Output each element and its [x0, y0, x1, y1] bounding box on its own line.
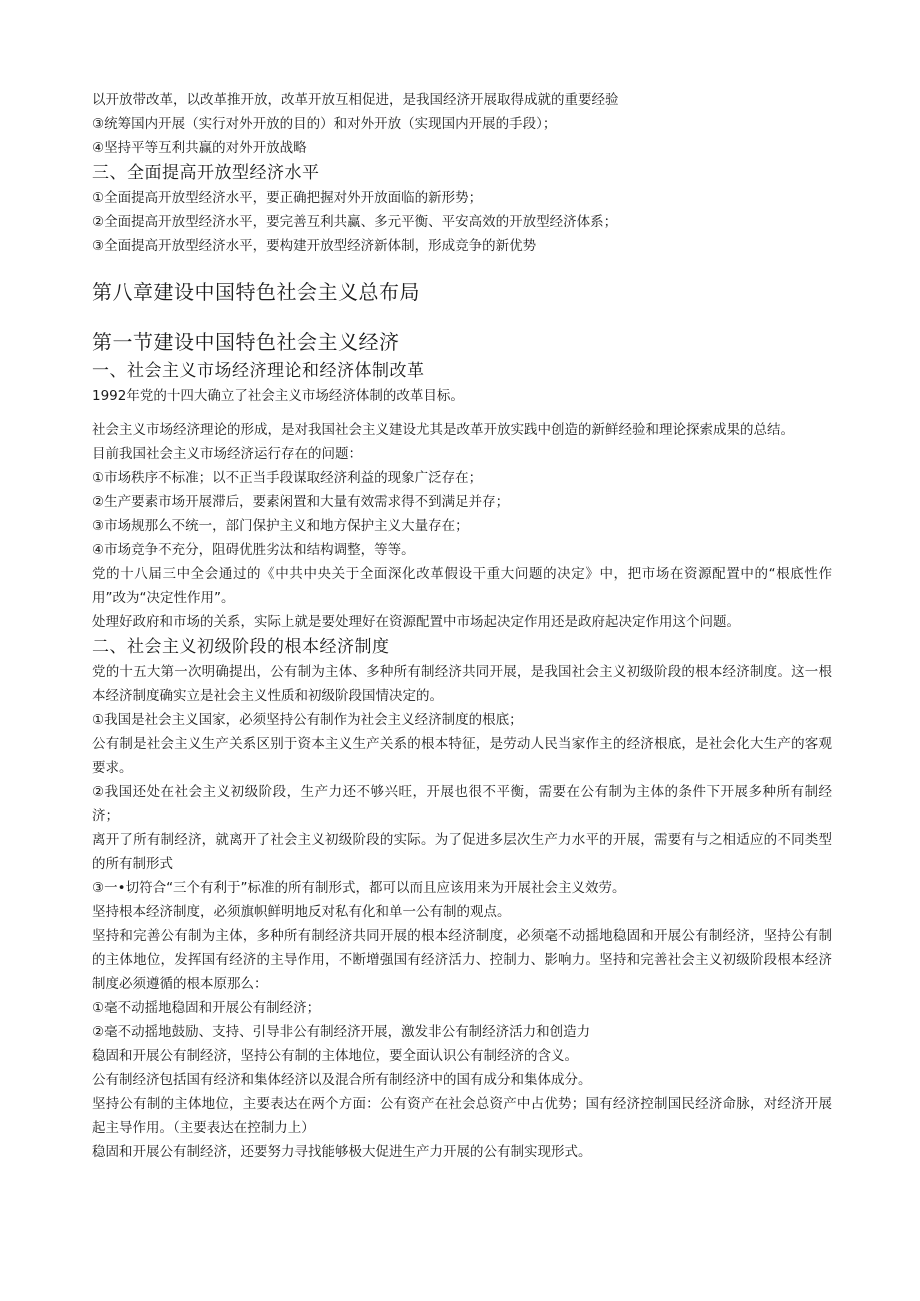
paragraph: 公有制是社会主义生产关系区别于资本主义生产关系的根本特征，是劳动人民当家作主的经济根底，是社会化大生产的客观要求。: [92, 736, 832, 776]
paragraph: 社会主义市场经济理论的形成，是对我国社会主义建设尤其是改革开放实践中创造的新鲜经验和理论探索成果的总结。: [92, 422, 794, 438]
paragraph: ③一•切符合“三个有利于”标准的所有制形式，都可以而且应该用来为开展社会主义效劳。: [92, 880, 626, 896]
paragraph: 处理好政府和市场的关系，实际上就是要处理好在资源配置中市场起决定作用还是政府起决定作用这个问题。: [92, 614, 740, 630]
text-line: ③统筹国内开展（实行对外开放的目的）和对外开放（实现国内开展的手段）；: [92, 116, 557, 132]
paragraph: ②毫不动摇地鼓励、支持、引导非公有制经济开展，激发非公有制经济活力和创造力: [92, 1024, 591, 1040]
chapter-title: 第八章建设中国特色社会主义总布局: [92, 280, 420, 304]
text-line: ①全面提高开放型经济水平，要正确把握对外开放面临的新形势；: [92, 190, 483, 206]
heading-basic-system: 二、社会主义初级阶段的根本经济制度: [92, 637, 390, 657]
section-title: 第一节建设中国特色社会主义经济: [92, 330, 400, 354]
paragraph: ②我国还处在社会主义初级阶段，生产力还不够兴旺，开展也很不平衡，需要在公有制为主体的条件下开展多种所有制经济；: [92, 784, 832, 824]
paragraph: 坚持根本经济制度，必须旗帜鲜明地反对私有化和单一公有制的观点。: [92, 904, 511, 920]
paragraph: ③市场规那么不统一，部门保护主义和地方保护主义大量存在；: [92, 518, 469, 534]
paragraph: 公有制经济包括国有经济和集体经济以及混合所有制经济中的国有成分和集体成分。: [92, 1072, 592, 1088]
paragraph: 坚持和完善公有制为主体，多种所有制经济共同开展的根本经济制度，必须毫不动摇地稳固和开展公有制经济，坚持公有制的主体地位，发挥国有经济的主导作用，不断增强国有经济活力、控制力、影响力。坚持和完善社会主义初级阶段根本经济制度必须遵循的根本原那么：: [92, 928, 832, 992]
paragraph: ①我国是社会主义国家，必须坚持公有制作为社会主义经济制度的根底；: [92, 712, 523, 728]
paragraph: 离开了所有制经济，就离开了社会主义初级阶段的实际。为了促进多层次生产力水平的开展，需要有与之相适应的不同类型的所有制形式: [92, 832, 832, 872]
text-line: ③全面提高开放型经济水平，要构建开放型经济新体制，形成竞争的新优势: [92, 238, 537, 254]
paragraph: 目前我国社会主义市场经济运行存在的问题：: [92, 446, 362, 462]
paragraph: ②生产要素市场开展滞后，要素闲置和大量有效需求得不到满足并存；: [92, 494, 510, 510]
paragraph: ①市场秩序不标准；以不正当手段谋取经济利益的现象广泛存在；: [92, 470, 483, 486]
paragraph: ④市场竞争不充分，阻碍优胜劣汰和结构调整，等等。: [92, 542, 415, 558]
paragraph: 1992年党的十四大确立了社会主义市场经济体制的改革目标。: [92, 388, 464, 404]
paragraph: 稳固和开展公有制经济，还要努力寻找能够极大促进生产力开展的公有制实现形式。: [92, 1144, 592, 1160]
paragraph: 稳固和开展公有制经济，坚持公有制的主体地位，要全面认识公有制经济的含义。: [92, 1048, 578, 1064]
paragraph: 坚持公有制的主体地位，主要表达在两个方面：公有资产在社会总资产中占优势；国有经济控制国民经济命脉，对经济开展起主导作用。（主要表达在控制力上）: [92, 1096, 832, 1136]
paragraph: 党的十八届三中全会通过的《中共中央关于全面深化改革假设干重大问题的决定》中，把市场在资源配置中的“根底性作用”改为“决定性作用”。: [92, 566, 832, 606]
text-line: ②全面提高开放型经济水平，要完善互利共赢、多元平衡、平安高效的开放型经济体系；: [92, 214, 618, 230]
text-line: ④坚持平等互利共赢的对外开放战略: [92, 140, 307, 156]
heading-market-economy: 一、社会主义市场经济理论和经济体制改革: [92, 361, 425, 381]
paragraph: ①毫不动摇地稳固和开展公有制经济；: [92, 1000, 321, 1016]
heading-open-economy: 三、全面提高开放型经济水平: [92, 163, 320, 183]
text-line: 以开放带改革，以改革推开放，改革开放互相促进，是我国经济开展取得成就的重要经验: [92, 92, 619, 108]
paragraph: 党的十五大第一次明确提出，公有制为主体、多种所有制经济共同开展，是我国社会主义初级阶段的根本经济制度。这一根本经济制度确实立是社会主义性质和初级阶段国情决定的。: [92, 664, 832, 704]
document-page: [92, 88, 832, 1164]
